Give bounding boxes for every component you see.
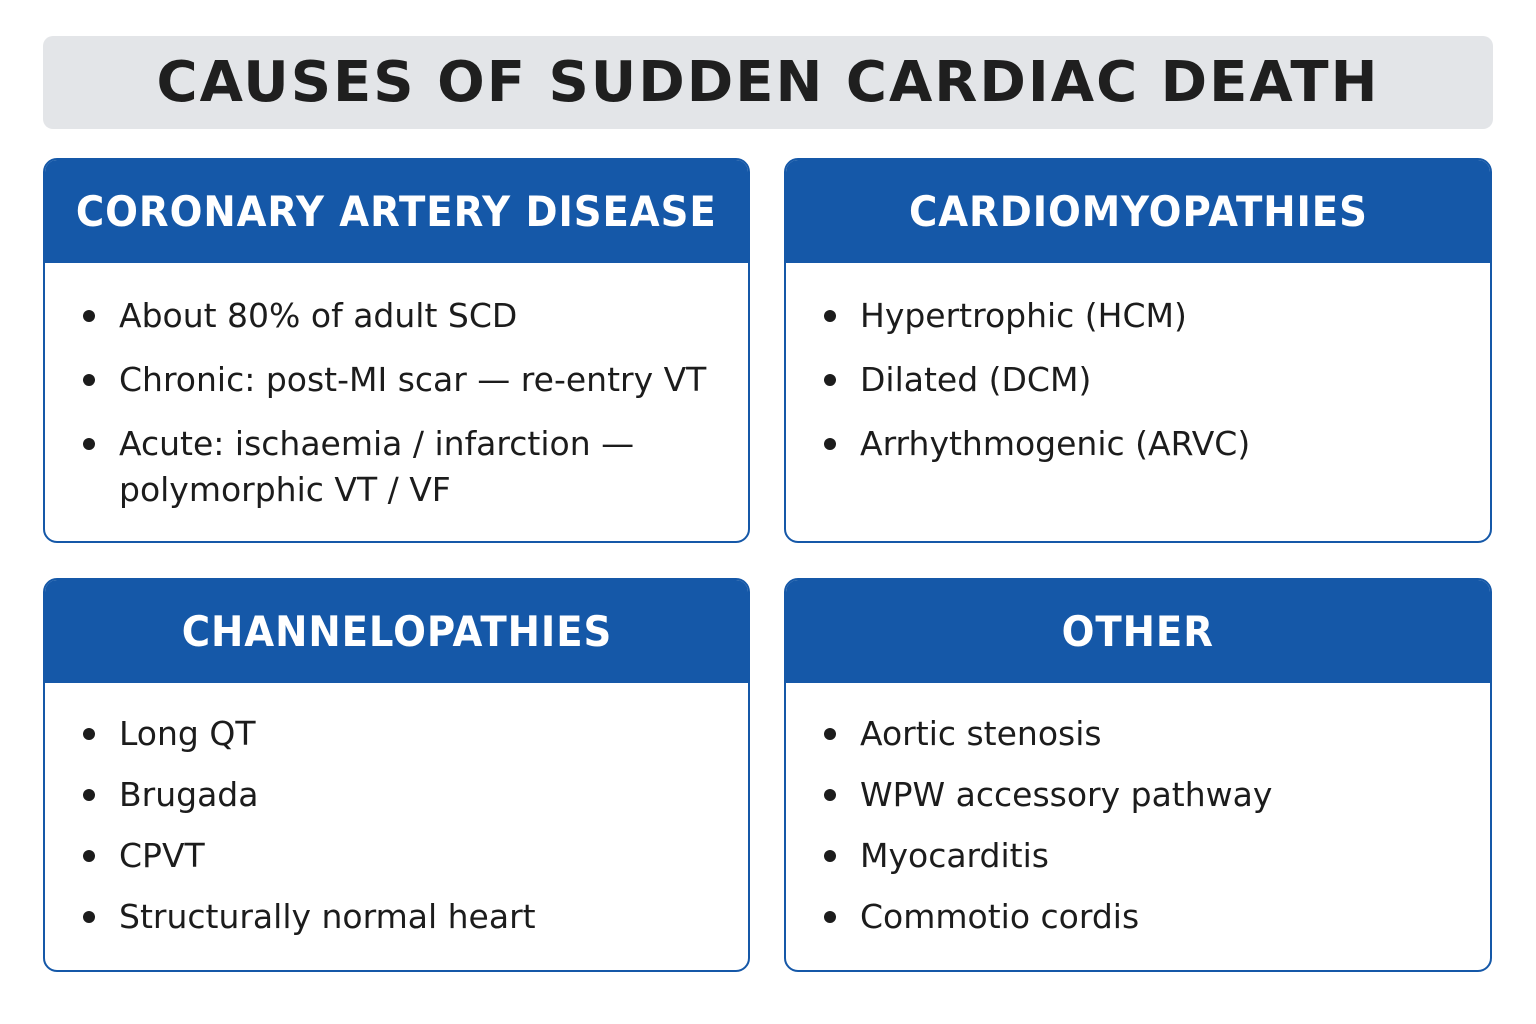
list-item [824, 894, 1460, 940]
list-item-text: Brugada [119, 775, 259, 814]
bullet-icon [824, 438, 836, 450]
card-channelopathies [43, 578, 750, 972]
list-item [83, 421, 718, 513]
list-item-text: About 80% of adult SCD [119, 296, 518, 335]
bullet-icon [83, 374, 95, 386]
list-item-text: Commotio cordis [860, 897, 1140, 936]
list-item-text: Aortic stenosis [860, 714, 1102, 753]
card-body [786, 263, 1490, 467]
list-item [83, 357, 718, 403]
bullet-icon [824, 310, 836, 322]
list-item [83, 833, 718, 879]
list-item [824, 833, 1460, 879]
list-item [83, 772, 718, 818]
card-body [786, 683, 1490, 940]
list-item [83, 894, 718, 940]
bullet-icon [83, 310, 95, 322]
card-header [45, 160, 748, 263]
list-item-text: Hypertrophic (HCM) [860, 296, 1187, 335]
list-item-text: WPW accessory pathway [860, 775, 1273, 814]
title-bar [43, 36, 1493, 129]
list-item-text: Arrhythmogenic (ARVC) [860, 424, 1251, 463]
card-other [784, 578, 1492, 972]
list-item [824, 357, 1460, 403]
list-item-text: Dilated (DCM) [860, 360, 1092, 399]
bullet-icon [824, 374, 836, 386]
list-item [824, 772, 1460, 818]
card-header [786, 580, 1490, 683]
card-header [45, 580, 748, 683]
bullet-icon [83, 789, 95, 801]
bullet-icon [83, 438, 95, 450]
card-coronary-artery-disease [43, 158, 750, 543]
card-heading: CARDIOMYOPATHIES [908, 187, 1368, 236]
list-item [83, 293, 718, 339]
card-body [45, 683, 748, 940]
card-body [45, 263, 748, 513]
card-heading: CHANNELOPATHIES [181, 607, 612, 656]
card-heading: OTHER [1061, 607, 1215, 656]
bullet-icon [824, 850, 836, 862]
list-item [824, 293, 1460, 339]
list-item [824, 421, 1460, 467]
bullet-icon [83, 850, 95, 862]
list-item [83, 711, 718, 757]
bullet-icon [83, 911, 95, 923]
list-item-text: Myocarditis [860, 836, 1049, 875]
bullet-icon [824, 789, 836, 801]
bullet-icon [824, 911, 836, 923]
list-item-text: Structurally normal heart [119, 897, 536, 936]
list-item-text: Chronic: post-MI scar — re-entry VT [119, 360, 707, 399]
bullet-icon [824, 728, 836, 740]
list-item [824, 711, 1460, 757]
list-item-text: CPVT [119, 836, 205, 875]
list-item-text: Long QT [119, 714, 256, 753]
card-header [786, 160, 1490, 263]
page-title: CAUSES OF SUDDEN CARDIAC DEATH [156, 50, 1380, 115]
list-item-text: Acute: ischaemia / infarction — polymorphic VT / VF [119, 424, 635, 509]
card-heading: CORONARY ARTERY DISEASE [76, 187, 717, 236]
card-cardiomyopathies [784, 158, 1492, 543]
bullet-icon [83, 728, 95, 740]
